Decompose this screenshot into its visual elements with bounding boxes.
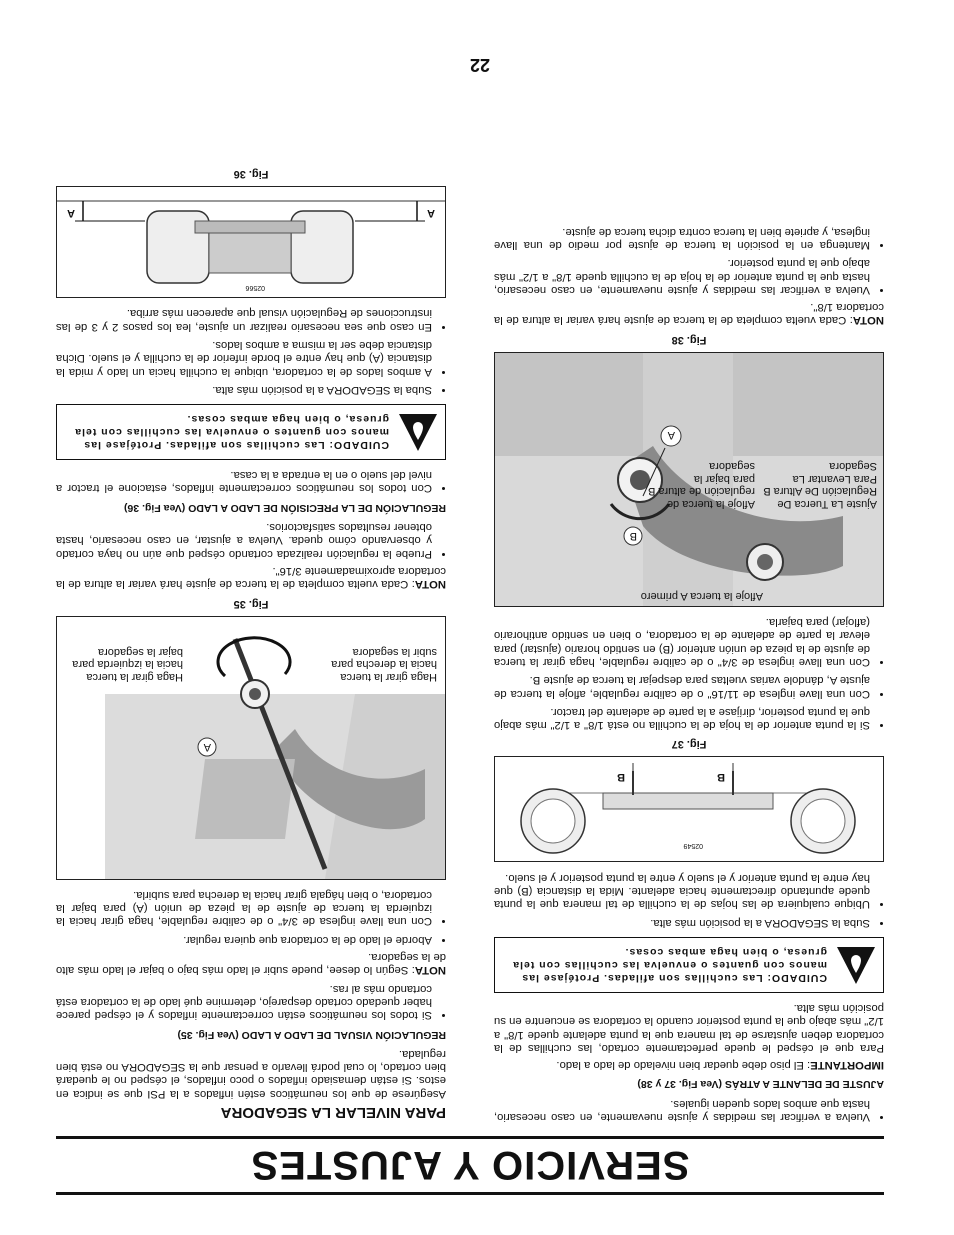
figure-38-caption: Fig. 38: [671, 333, 707, 346]
figure-36-label-a: A: [427, 207, 435, 220]
figure-35-label-a: A: [203, 740, 211, 753]
figure-36: [56, 186, 446, 298]
title-rule-bottom: [56, 1136, 884, 1139]
list-item: • Con una llave inglesa de 3/4" o de calibre regulable, haga girar la tuerca de ajuste de la pieza de unión anterior (B) en sentido horario (ajustar) para elevar la parte de adelante de la cortadora, o bien en sentido antihorario (aflojar) para bajarla.: [494, 615, 870, 668]
left-column: [494, 219, 884, 1123]
list-item: • Vuelva a verificar las medidas y ajuste nuevamente, en caso necesario, hasta que ambos lados queden iguales.: [494, 1096, 870, 1123]
section-heading-front-rear: AJUSTE DE DELANTE A ATRÁS (Vea Fig. 37 y 38): [637, 1078, 884, 1091]
figure-37-label-b: B: [717, 771, 725, 784]
list-item: • Mantenga en la posición la tuerca de ajuste por medio de una llave inglesa, y apriete bien la tuerca contra dicha tuerca de ajuste.: [494, 224, 870, 251]
note-label: NOTA: [414, 578, 446, 591]
right-column: [56, 161, 446, 1123]
important-note: [494, 1058, 884, 1071]
figure-38-label-a: A: [667, 428, 675, 441]
warning-icon: [397, 411, 439, 453]
important-label: IMPORTANTE: [810, 1059, 884, 1072]
figure-code: 02566: [245, 284, 265, 292]
figure-38-text-loosen: Afloje la tuerca A primero: [640, 589, 763, 602]
list-item: • Con todos los neumáticos correctamente inflados, estacione el tractor a nivel del suelo o en la entrada a la casa.: [56, 468, 432, 495]
page-title: SERVICIO Y AJUSTES: [250, 1143, 690, 1187]
note-label: NOTA: [852, 314, 884, 327]
note-text: : Cada vuelta completa de la tuerca de ajuste hará variar la altura de la cortadora 1/8".: [494, 301, 884, 327]
note: [494, 300, 884, 327]
list-item: • Aborde el lado de la cortadora que quiera regular.: [56, 932, 432, 945]
list-item: • Si todos los neumáticos están correctamente inflados y el césped parece haber quedado cortado desparejo, determine qué lado de la cortadora está cortando más al ras.: [56, 981, 432, 1021]
paragraph: Asegúrese de que los neumáticos estén inflados a la PSI que se indica en estos. Si están demasiado inflados o poco inflados, el césped no le quedará bien cortado, lo cual podrá llevarlo a pensar que la SEGADORA no está bien regulada.: [56, 1047, 446, 1100]
caution-text: CUIDADO: Las cuchillas son afiladas. Protéjase las manos con guantes o envuelva las cuchillas con tela gruesa, o bien haga ambas cosas.: [74, 413, 389, 452]
figure-35-text-right: Haga girar la tuerca hacia la derecha para subir la segadora: [331, 645, 437, 683]
figure-37-label-b: B: [617, 771, 625, 784]
figure-35-caption: Fig. 35: [233, 597, 269, 610]
list-item: • Si la punta anterior de la hoja de la cuchilla no está 1/8" a 1/2" más abajo que la punta posterior, diríjase a la parte de adelante del tractor.: [494, 705, 870, 732]
figure-36-caption: Fig. 36: [233, 168, 269, 181]
list-item: • Vuelva a verificar las medidas y ajuste nuevamente, en caso necesario, hasta que la punta anterior de la hoja de la cuchilla quede 1/8" a 1/2" más abajo que la punta posterior.: [494, 256, 870, 296]
caution-box: [494, 937, 884, 993]
note-text: : Cada vuelta completa de la tuerca de ajuste hará variar la altura de la cortadora aproximadamente 3/16".: [56, 564, 446, 591]
note-label: NOTA: [414, 964, 446, 977]
figure-37-caption: Fig. 37: [671, 738, 707, 751]
figure-38-text-lower: Afloje la tuerca de regulación de altura B para bajar la segadora: [647, 460, 755, 510]
section-heading-level: PARA NIVELAR LA SEGADORA: [220, 1104, 446, 1121]
figure-code: 02549: [683, 842, 703, 850]
page-number: 22: [469, 55, 490, 75]
figure-38: [494, 352, 884, 607]
figure-38-text-raise: Ajuste La Tuerca De Regulación De Altura B Para Levantar La Segadora: [763, 460, 877, 510]
title-rule-top: [56, 1192, 884, 1195]
list-item: • Suba la SEGADORA a la posición más alta.: [494, 915, 870, 928]
list-item: • Con una llave inglesa de 11/16" o de calibre regulable, afloje la tuerca de ajuste A, dándole varias vueltas para despejar la tuerca de ajuste B.: [494, 673, 870, 700]
warning-icon: [835, 944, 877, 986]
figure-35-text-left: Haga girar la tuerca hacia la izquierda para bajar la segadora: [72, 645, 183, 683]
figure-37: [494, 756, 884, 862]
note: [56, 564, 446, 591]
important-text: : El piso debe quedar bien nivelado de lado a lado.: [556, 1059, 811, 1072]
list-item: • Suba la SEGADORA a la posición más alta.: [56, 383, 432, 396]
list-item: • Pruebe la regulación realizada cortando césped que aún no haya cortado y observando cómo queda. Vuelva a ajustar, en caso necesario, hasta obtener resultados satisfactorios.: [56, 520, 432, 560]
note: [56, 950, 446, 977]
list-item: • A ambos lados de la cortadora, ubique la cuchilla hacia un lado y mida la distancia (A) que hay entre el borde inferior de la cuchilla y el suelo. Dicha distancia debe ser la misma a ambos lados.: [56, 338, 432, 378]
paragraph: Para que el césped le quede perfectamente cortado, las cuchillas de la cortadora deben ajustarse de tal manera que la punta adelante quede 1/8" a 1/2" más abajo que la punta posterior cuando la cortadora se encuentre en su posición más alta.: [494, 1001, 884, 1054]
caution-text: CUIDADO: Las cuchillas son afiladas. Protéjase las manos con guantes o envuelva las cuchillas con tela gruesa, o bien haga ambas cosas.: [512, 946, 827, 985]
section-heading-precision: REGULACIÓN DE LA PRECISIÓN DE LADO A LADO (Vea Fig. 36): [123, 501, 446, 514]
figure-38-label-b: B: [629, 529, 637, 542]
caution-box: [56, 404, 446, 460]
list-item: • En caso que sea necesario realizar un ajuste, lea los pasos 2 y 3 de las instrucciones de Regulación visual que aparecen más arriba.: [56, 306, 432, 333]
note-text: : Según lo desee, puede subir el lado más bajo o bajar el lado más alto de la segadora.: [56, 951, 446, 977]
section-heading-visual: REGULACIÓN VISUAL DE LADO A LADO (Vea Fig. 35): [177, 1028, 446, 1041]
figure-35: [56, 616, 446, 880]
list-item: • Con una llave inglesa de 3/4" o de calibre regulable, haga girar hacia la izquierda la tuerca de ajuste de la pieza de unión (A) para bajar la cortadora, o bien hágala girar hacia la derecha para subirla.: [56, 888, 432, 928]
list-item: • Ubique cualquiera de las hojas de la cuchilla de tal manera que la punta quede apuntando directamente hacia adelante. Mida la distancia (B) que hay entre la punta anterior y el suelo y entre la punta posterior y el suelo.: [494, 870, 870, 910]
figure-36-label-a: A: [67, 207, 75, 220]
